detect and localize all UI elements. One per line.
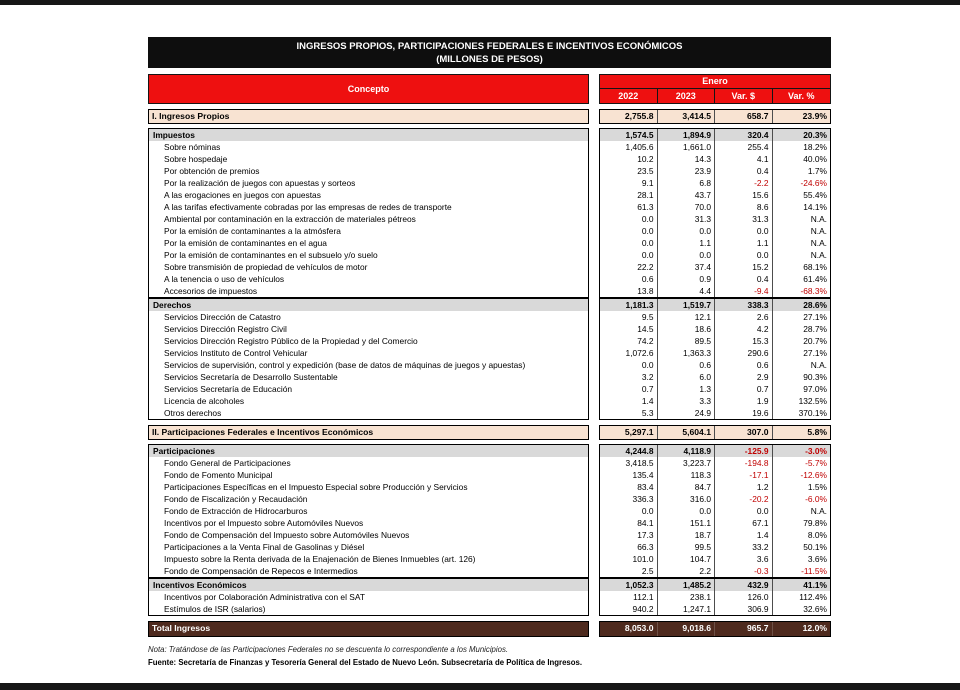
value-cell: 9,018.6 [658,622,716,636]
table-row-label: Participaciones Específicas en el Impuesto Especial sobre Producción y Servicios [164,482,468,492]
bottom-border-bar [0,683,960,690]
column-header-2023: 2023 [658,89,716,104]
section-band-values-row [600,426,830,439]
concepto-column [148,444,589,578]
table-row-label: A las tarifas efectivamente cobradas por las empresas de redes de transporte [164,202,452,212]
value-cell: 3.3 [658,395,716,407]
concepto-column [148,128,589,298]
group-impuestos [148,128,831,298]
value-cell: -17.1 [715,469,773,481]
value-cell: 31.3 [658,213,716,225]
value-cell: 0.6 [658,359,716,371]
column-header-2022: 2022 [600,89,658,104]
value-cell: 33.2 [715,541,773,553]
value-cell: 1,072.6 [600,347,658,359]
value-cell: 41.1% [803,580,827,590]
value-cell: 8.6 [715,201,773,213]
table-row-label: Impuesto sobre la Renta derivada de la Enajenación de Bienes Inmuebles (art. 126) [164,554,476,564]
table-row-values [600,323,830,335]
numbers-column [599,444,831,578]
value-cell: 432.9 [715,579,773,591]
value-cell: 10.2 [600,153,658,165]
value-cell: 14.5 [600,323,658,335]
value-cell: 8,053.0 [600,622,658,636]
value-cell: -20.2 [715,493,773,505]
table-row-values [600,407,830,419]
value-cell: 1.4 [715,529,773,541]
value-cell: 23.9% [802,111,827,121]
value-cell: 0.4 [715,165,773,177]
table-row-values [600,153,830,165]
value-cell: 3,414.5 [658,110,716,123]
table-row-values [600,249,830,261]
value-cell: 28.1 [600,189,658,201]
value-cell: 0.0 [600,359,658,371]
value-cell: 27.1% [803,312,827,322]
value-cell: 101.0 [600,553,658,565]
table-row-label: Estímulos de ISR (salarios) [164,604,266,614]
value-cell: 4.2 [715,323,773,335]
table-row-values [600,395,830,407]
table-row-values [600,517,830,529]
value-cell: 5.3 [600,407,658,419]
value-cell: 1,247.1 [658,603,716,615]
value-cell: 31.3 [715,213,773,225]
table-row-values [600,237,830,249]
table-row-values [600,225,830,237]
value-cell: 61.4% [803,274,827,284]
value-cell: 151.1 [658,517,716,529]
value-cell: 0.7 [600,383,658,395]
value-cell: 3,223.7 [658,457,716,469]
value-cell: 66.3 [600,541,658,553]
value-cell: 2.9 [715,371,773,383]
table-row-values [600,141,830,153]
value-cell: 23.9 [658,165,716,177]
value-cell: 4,244.8 [600,445,658,457]
value-cell: 290.6 [715,347,773,359]
value-cell: 20.3% [803,130,827,140]
table-row-values [600,311,830,323]
table-row-values [600,335,830,347]
group-header-values-row [600,445,830,457]
year-columns [600,89,830,104]
value-cell: 17.3 [600,529,658,541]
value-cell: 1,181.3 [600,299,658,311]
section-band-label: I. Ingresos Propios [152,111,230,121]
table-row-label: Fondo de Fomento Municipal [164,470,273,480]
numbers-column [599,128,831,298]
table-row-label: Incentivos por Colaboración Administrativa con el SAT [164,592,365,602]
value-cell: 0.0 [600,237,658,249]
value-cell: 5,297.1 [600,426,658,439]
value-cell: 1,363.3 [658,347,716,359]
report-content [148,37,831,667]
table-row-label: Por la emisión de contaminantes en el subsuelo y/o suelo [164,250,378,260]
value-cell: 40.0% [803,154,827,164]
value-cell: 90.3% [803,372,827,382]
value-cell: 8.0% [807,530,827,540]
group-derechos [148,298,831,420]
value-cell: 2.5 [600,565,658,577]
value-cell: 9.1 [600,177,658,189]
group-header-label: Impuestos [149,129,588,141]
table-row-values [600,457,830,469]
value-cell: 118.3 [658,469,716,481]
table-row-values [600,261,830,273]
value-cell: 1.2 [715,481,773,493]
total-row [148,621,831,637]
value-cell: 3.6 [715,553,773,565]
value-cell: 0.0 [600,213,658,225]
value-cell: 5.8% [807,427,827,437]
value-cell: 12.0% [802,623,827,633]
value-cell: 112.4% [799,592,827,602]
value-cell: 126.0 [715,591,773,603]
value-cell: 104.7 [658,553,716,565]
value-cell: -12.6% [800,470,827,480]
value-cell: 27.1% [803,348,827,358]
numbers-column [599,621,831,637]
value-cell: 3.6% [807,554,827,564]
table-row-label: Participaciones a la Venta Final de Gasolinas y Diésel [164,542,365,552]
value-cell: 1.7% [807,166,827,176]
value-cell: -194.8 [715,457,773,469]
value-cell: 23.5 [600,165,658,177]
value-cell: 37.4 [658,261,716,273]
value-cell: 1.1 [658,237,716,249]
table-row-values [600,189,830,201]
value-cell: 336.3 [600,493,658,505]
concepto-header-label: Concepto [347,84,390,94]
value-cell: -5.7% [805,458,827,468]
value-cell: 0.9 [658,273,716,285]
value-cell: 2.2 [658,565,716,577]
table-row-label: Licencia de alcoholes [164,396,245,406]
table-row-label: Por la realización de juegos con apuestas y sorteos [164,178,356,188]
table-blocks [148,109,831,637]
group-header-label: Participaciones [149,445,588,457]
value-cell: -125.9 [715,445,773,457]
group-header-values-row [600,129,830,141]
value-cell: 32.6% [803,604,827,614]
group-header-values-row [600,299,830,311]
table-row-values [600,213,830,225]
value-cell: -3.0% [805,446,827,456]
value-cell: 1,661.0 [658,141,716,153]
section-band-values-row [600,110,830,123]
table-row-label: Incentivos por el Impuesto sobre Automóviles Nuevos [164,518,364,528]
value-cell: 1,052.3 [600,579,658,591]
table-row-values [600,285,830,297]
value-cell: 3,418.5 [600,457,658,469]
table-row-label: Servicios Dirección Registro Público de la Propiedad y del Comercio [164,336,418,346]
table-row-values [600,591,830,603]
table-row-label: Servicios de supervisión, control y expedición (base de datos de máquinas de juegos y apuestas) [164,360,526,370]
value-cell: 1,574.5 [600,129,658,141]
table-row-label: Servicios Dirección de Catastro [164,312,281,322]
total-label: Total Ingresos [152,623,211,633]
concepto-column [148,298,589,420]
value-cell: 5,604.1 [658,426,716,439]
value-cell: 1,485.2 [658,579,716,591]
table-row-label: Sobre hospedaje [164,154,228,164]
value-cell: -2.2 [715,177,773,189]
period-header-cell: Enero [600,75,830,89]
table-row-label: Otros derechos [164,408,222,418]
value-cell: 238.1 [658,591,716,603]
period-header-block [599,74,831,104]
table-row-label: Por obtención de premios [164,166,260,176]
table-row-values [600,493,830,505]
table-row-label: Servicios Secretaría de Educación [164,384,293,394]
value-cell: 370.1% [798,408,827,418]
concepto-column [148,621,589,637]
report-title [148,37,831,68]
value-cell: 1.1 [715,237,773,249]
table-header [148,74,831,104]
value-cell: 0.7 [715,383,773,395]
value-cell: 19.6 [715,407,773,419]
table-row-label: Por la emisión de contaminantes en el agua [164,238,327,248]
value-cell: 658.7 [715,110,773,123]
value-cell: 965.7 [715,622,773,636]
value-cell: 20.7% [803,336,827,346]
value-cell: 0.6 [600,273,658,285]
total-values-row [600,622,830,636]
value-cell: 14.1% [803,202,827,212]
value-cell: N.A. [810,250,827,260]
table-row-values [600,273,830,285]
value-cell: 79.8% [803,518,827,528]
group-header-values-row [600,579,830,591]
section-band [148,109,831,124]
value-cell: 320.4 [715,129,773,141]
table-row-label: Accesorios de impuestos [164,286,258,296]
value-cell: 1,405.6 [600,141,658,153]
group-participaciones [148,444,831,578]
value-cell: 14.3 [658,153,716,165]
column-header-var: Var. $ [715,89,773,104]
concepto-column [148,425,589,440]
table-row-values [600,469,830,481]
value-cell: 50.1% [803,542,827,552]
table-row-values [600,359,830,371]
table-row-label: Sobre transmisión de propiedad de vehículos de motor [164,262,368,272]
table-row-label: Fondo de Compensación del Impuesto sobre Automóviles Nuevos [164,530,410,540]
concepto-header-cell [148,74,589,104]
table-row-label: Ambiental por contaminación en la extracción de materiales pétreos [164,214,416,224]
value-cell: -9.4 [715,285,773,297]
value-cell: 0.0 [600,249,658,261]
table-row-values [600,505,830,517]
value-cell: 12.1 [658,311,716,323]
value-cell: 15.3 [715,335,773,347]
value-cell: 13.8 [600,285,658,297]
top-border-bar [0,0,960,5]
value-cell: 61.3 [600,201,658,213]
table-row-label: A las erogaciones en juegos con apuestas [164,190,321,200]
value-cell: 99.5 [658,541,716,553]
table-row-label: Fondo General de Participaciones [164,458,291,468]
value-cell: 307.0 [715,426,773,439]
table-row-label: Fondo de Extracción de Hidrocarburos [164,506,308,516]
value-cell: -11.5% [801,566,827,576]
value-cell: 112.1 [600,591,658,603]
value-cell: 28.6% [803,300,827,310]
value-cell: 0.0 [658,249,716,261]
value-cell: 316.0 [658,493,716,505]
value-cell: N.A. [810,214,827,224]
value-cell: 132.5% [798,396,827,406]
value-cell: 84.1 [600,517,658,529]
table-row-values [600,541,830,553]
value-cell: N.A. [810,506,827,516]
numbers-column [599,109,831,124]
report-title-line2: (MILLONES DE PESOS) [436,53,543,65]
group-incentivos-econo-micos [148,578,831,616]
table-row-values [600,565,830,577]
value-cell: 24.9 [658,407,716,419]
concepto-column [148,109,589,124]
value-cell: 2,755.8 [600,110,658,123]
group-header-label: Derechos [149,299,588,311]
value-cell: 15.6 [715,189,773,201]
footnote-nota: Nota: Tratándose de las Participaciones Federales no se descuenta lo correspondiente a los Municipios. [148,644,509,654]
table-row-values [600,481,830,493]
value-cell: 18.6 [658,323,716,335]
value-cell: 338.3 [715,299,773,311]
value-cell: 89.5 [658,335,716,347]
value-cell: 84.7 [658,481,716,493]
value-cell: 0.6 [715,359,773,371]
group-header-label: Incentivos Económicos [149,579,588,591]
value-cell: 28.7% [803,324,827,334]
value-cell: 0.0 [715,249,773,261]
table-row-values [600,201,830,213]
table-row-values [600,529,830,541]
value-cell: 18.7 [658,529,716,541]
table-row-label: Por la emisión de contaminantes a la atmósfera [164,226,341,236]
value-cell: 4.1 [715,153,773,165]
footnote-fuente: Fuente: Secretaría de Finanzas y Tesorería General del Estado de Nuevo León. Subsecretaría de Política de Ingresos. [148,657,583,667]
value-cell: 1.3 [658,383,716,395]
table-row-label: Sobre nóminas [164,142,221,152]
value-cell: 68.1% [803,262,827,272]
table-row-label: Fondo de Fiscalización y Recaudación [164,494,308,504]
value-cell: 1.4 [600,395,658,407]
table-row-label: Servicios Dirección Registro Civil [164,324,287,334]
value-cell: 0.0 [600,505,658,517]
value-cell: 306.9 [715,603,773,615]
value-cell: 0.0 [600,225,658,237]
value-cell: 940.2 [600,603,658,615]
value-cell: 1.5% [807,482,827,492]
value-cell: 0.4 [715,273,773,285]
table-row-values [600,371,830,383]
numbers-column [599,425,831,440]
value-cell: 1.9 [715,395,773,407]
value-cell: 1,894.9 [658,129,716,141]
section-band [148,425,831,440]
value-cell: 6.8 [658,177,716,189]
table-row-values [600,553,830,565]
value-cell: 4,118.9 [658,445,716,457]
table-row-values [600,347,830,359]
value-cell: 18.2% [803,142,827,152]
concepto-column [148,578,589,616]
value-cell: 0.0 [715,505,773,517]
value-cell: 0.0 [715,225,773,237]
value-cell: 55.4% [803,190,827,200]
value-cell: 43.7 [658,189,716,201]
table-row-values [600,165,830,177]
value-cell: 97.0% [803,384,827,394]
value-cell: 1,519.7 [658,299,716,311]
value-cell: 4.4 [658,285,716,297]
value-cell: 67.1 [715,517,773,529]
numbers-column [599,298,831,420]
value-cell: 135.4 [600,469,658,481]
value-cell: -6.0% [805,494,827,504]
table-row-values [600,603,830,615]
value-cell: 3.2 [600,371,658,383]
value-cell: 83.4 [600,481,658,493]
table-row-label: A la tenencia o uso de vehículos [164,274,285,284]
value-cell: 6.0 [658,371,716,383]
section-band-label: II. Participaciones Federales e Incentivos Económicos [152,427,374,437]
value-cell: 2.6 [715,311,773,323]
value-cell: 74.2 [600,335,658,347]
value-cell: 255.4 [715,141,773,153]
value-cell: 15.2 [715,261,773,273]
value-cell: 70.0 [658,201,716,213]
table-row-label: Fondo de Compensación de Repecos e Intermedios [164,566,358,576]
value-cell: 22.2 [600,261,658,273]
value-cell: 0.0 [658,505,716,517]
value-cell: -0.3 [715,565,773,577]
table-row-label: Servicios Instituto de Control Vehicular [164,348,308,358]
value-cell: N.A. [810,226,827,236]
table-row-values [600,177,830,189]
value-cell: 0.0 [658,225,716,237]
value-cell: -68.3% [800,286,827,296]
value-cell: -24.6% [800,178,827,188]
table-row-label: Servicios Secretaría de Desarrollo Sustentable [164,372,338,382]
table-row-values [600,383,830,395]
value-cell: 9.5 [600,311,658,323]
numbers-column [599,578,831,616]
column-header-var: Var. % [787,91,815,101]
value-cell: N.A. [810,238,827,248]
report-title-line1: INGRESOS PROPIOS, PARTICIPACIONES FEDERALES E INCENTIVOS ECONÓMICOS [296,40,683,52]
value-cell: N.A. [810,360,827,370]
